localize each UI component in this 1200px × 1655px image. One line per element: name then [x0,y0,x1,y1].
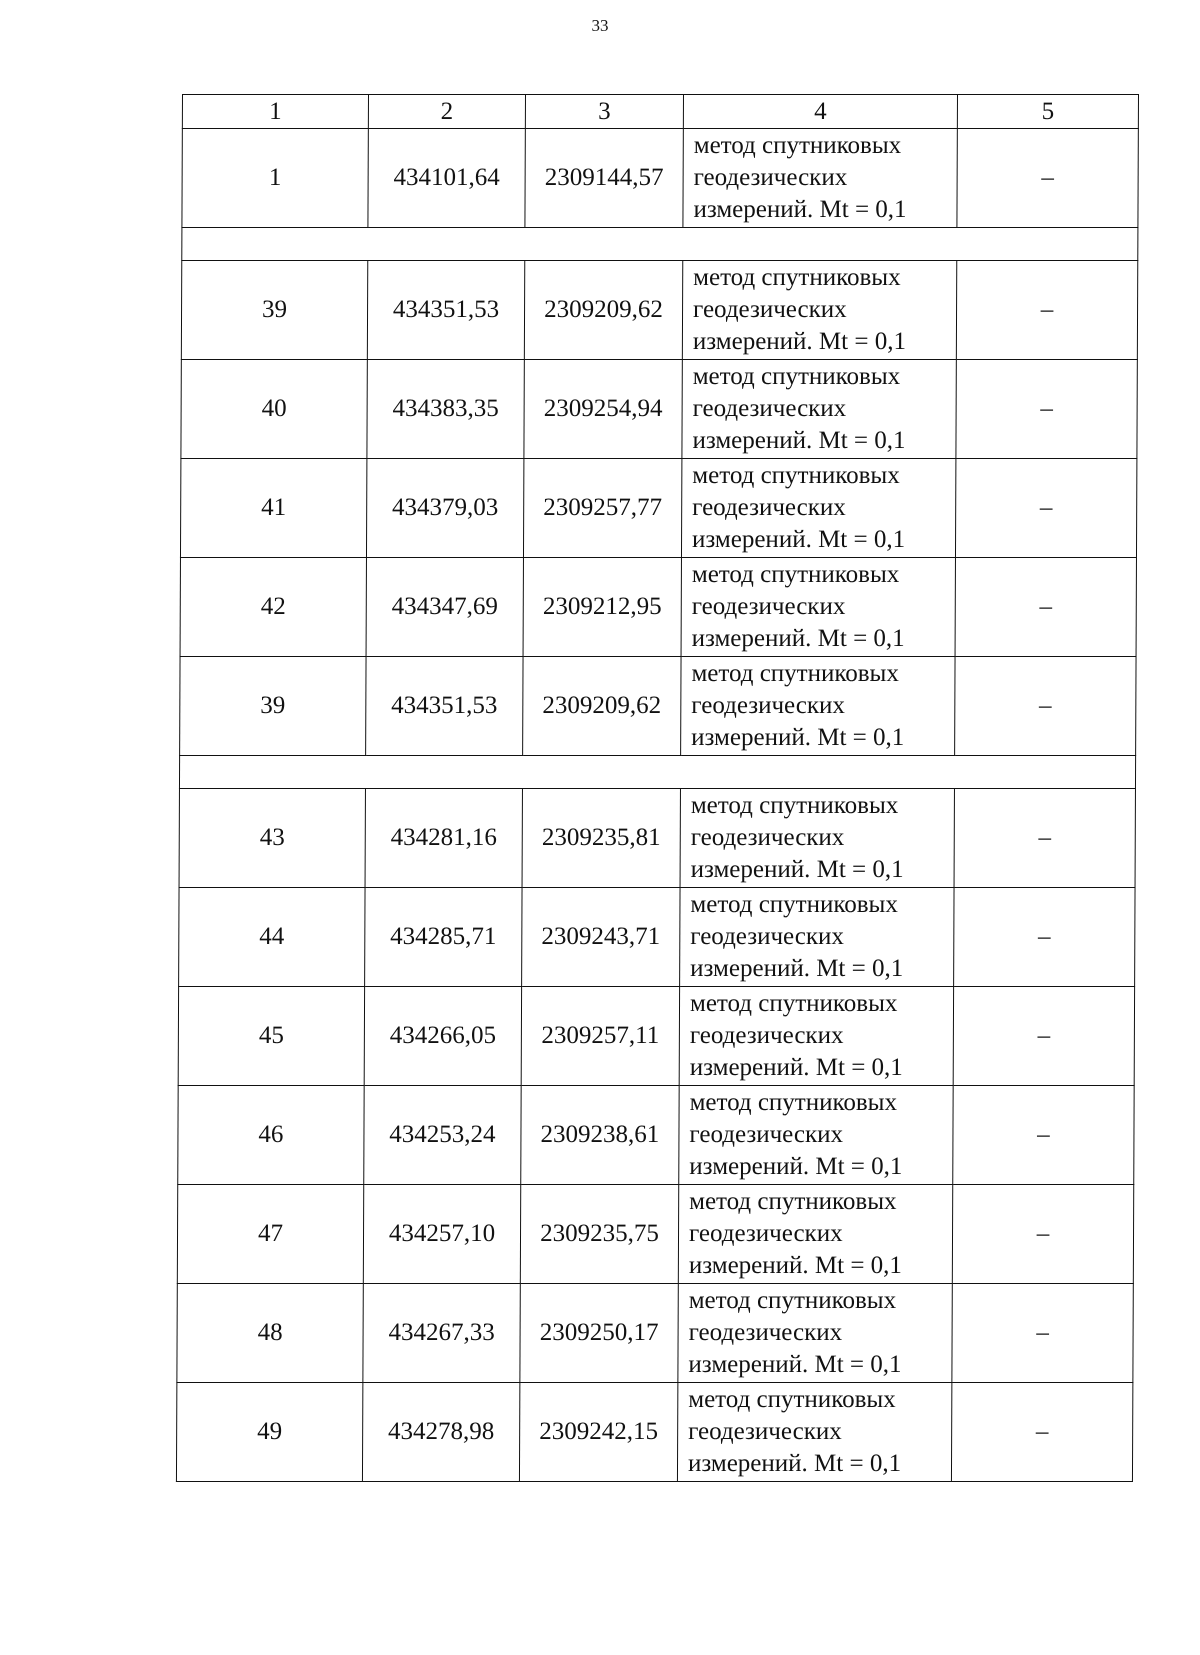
page-number: 33 [591,16,609,35]
method-cell [677,1383,951,1482]
method-cell [681,558,955,657]
note-cell: – [953,1086,1134,1185]
method-line: метод спутниковых [693,132,902,159]
x-coordinate-cell: 434379,03 [366,459,523,558]
point-number-cell: 1 [182,129,368,228]
point-number-cell: 45 [178,987,364,1086]
table-row [181,261,1137,360]
x-coordinate-cell: 434347,69 [366,558,523,657]
y-coordinate-cell: 2309209,62 [524,261,682,360]
y-coordinate-cell: 2309235,81 [522,789,680,888]
y-coordinate-cell: 2309243,71 [522,888,680,987]
table-row [180,558,1136,657]
note-cell: – [955,657,1136,756]
method-line: метод спутниковых [691,561,900,588]
method-cell [681,657,955,756]
x-coordinate-cell: 434267,33 [363,1284,520,1383]
method-line: метод спутниковых [691,660,899,687]
note-cell: – [954,888,1135,987]
method-line: геодезических [690,824,845,851]
method-line: измерений. Mt = 0,1 [692,427,906,454]
method-line: метод спутниковых [688,1386,896,1413]
method-line: геодезических [691,692,845,719]
note-cell: – [955,459,1136,558]
x-coordinate-cell: 434257,10 [363,1185,520,1284]
group-separator-row [179,756,1135,789]
method-cell [679,987,953,1086]
table-row [178,987,1134,1086]
x-coordinate-cell: 434383,35 [367,360,524,459]
y-coordinate-cell: 2309254,94 [524,360,682,459]
note-cell: – [951,1383,1132,1482]
method-line: измерений. Mt = 0,1 [691,724,905,751]
method-line: метод спутниковых [689,990,898,1017]
table-row [179,789,1135,888]
method-cell [678,1284,952,1383]
method-line: геодезических [692,494,846,521]
table-body [176,129,1138,1482]
method-cell [683,129,957,228]
note-cell: – [956,360,1137,459]
method-line: измерений. Mt = 0,1 [692,328,907,355]
method-line: геодезических [690,923,844,950]
method-line: геодезических [689,1121,844,1148]
table-row [177,1185,1133,1284]
group-separator-cell [179,756,1135,789]
table-row [180,657,1136,756]
method-line: измерений. Mt = 0,1 [689,1054,903,1081]
table-row [182,129,1138,228]
method-line: метод спутниковых [692,462,900,489]
method-line: метод спутниковых [693,264,901,291]
method-line: геодезических [692,395,847,422]
point-number-cell: 39 [181,261,367,360]
method-line: измерений. Mt = 0,1 [691,526,906,553]
method-line: геодезических [693,296,847,323]
point-number-cell: 47 [177,1185,363,1284]
x-coordinate-cell: 434281,16 [365,789,522,888]
point-number-cell: 40 [181,360,367,459]
coordinates-table [176,94,1139,1482]
method-cell [679,1086,953,1185]
note-cell: – [953,987,1134,1086]
method-line: геодезических [689,1022,844,1049]
point-number-cell: 39 [180,657,366,756]
y-coordinate-cell: 2309250,17 [520,1284,678,1383]
table-row [180,459,1136,558]
method-line: измерений. Mt = 0,1 [690,856,904,883]
method-cell [681,459,955,558]
column-header-5: 5 [957,95,1138,129]
y-coordinate-cell: 2309238,61 [521,1086,679,1185]
point-number-cell: 44 [179,888,365,987]
note-cell: – [954,789,1135,888]
method-cell [680,789,954,888]
x-coordinate-cell: 434266,05 [364,987,521,1086]
method-line: метод спутниковых [688,1287,897,1314]
method-line: геодезических [688,1220,843,1247]
method-line: измерений. Mt = 0,1 [687,1450,902,1477]
point-number-cell: 48 [177,1284,363,1383]
note-cell: – [955,558,1136,657]
method-line: измерений. Mt = 0,1 [690,955,904,982]
method-line: геодезических [693,164,848,191]
x-coordinate-cell: 434285,71 [365,888,522,987]
table-row [178,1086,1134,1185]
method-line: метод спутниковых [690,891,898,918]
column-header-4: 4 [683,95,957,129]
method-line: метод спутниковых [690,792,899,819]
method-cell [682,360,956,459]
table-row [181,360,1137,459]
point-number-cell: 43 [179,789,365,888]
x-coordinate-cell: 434253,24 [364,1086,521,1185]
column-header-1: 1 [182,95,368,129]
y-coordinate-cell: 2309257,11 [521,987,679,1086]
method-cell [682,261,956,360]
y-coordinate-cell: 2309257,77 [523,459,681,558]
y-coordinate-cell: 2309212,95 [523,558,681,657]
method-line: метод спутниковых [689,1188,897,1215]
column-header-3: 3 [525,95,683,129]
method-line: измерений. Mt = 0,1 [691,625,905,652]
x-coordinate-cell: 434351,53 [367,261,524,360]
method-line: геодезических [691,593,846,620]
group-separator-row [182,228,1138,261]
x-coordinate-cell: 434101,64 [368,129,525,228]
header-row [182,95,1138,129]
group-separator-cell [182,228,1138,261]
x-coordinate-cell: 434351,53 [366,657,523,756]
note-cell: – [957,129,1138,228]
x-coordinate-cell: 434278,98 [362,1383,519,1482]
point-number-cell: 49 [176,1383,362,1482]
method-line: геодезических [688,1418,842,1445]
method-line: измерений. Mt = 0,1 [688,1351,902,1378]
point-number-cell: 46 [178,1086,364,1185]
method-line: метод спутниковых [692,363,901,390]
method-line: измерений. Mt = 0,1 [689,1153,903,1180]
y-coordinate-cell: 2309235,75 [520,1185,678,1284]
point-number-cell: 41 [180,459,366,558]
method-line: измерений. Mt = 0,1 [688,1252,903,1279]
y-coordinate-cell: 2309242,15 [519,1383,677,1482]
note-cell: – [952,1284,1133,1383]
method-line: измерений. Mt = 0,1 [693,196,907,223]
method-line: метод спутниковых [689,1089,898,1116]
column-header-2: 2 [368,95,525,129]
point-number-cell: 42 [180,558,366,657]
method-cell [678,1185,952,1284]
note-cell: – [952,1185,1133,1284]
y-coordinate-cell: 2309209,62 [523,657,681,756]
y-coordinate-cell: 2309144,57 [525,129,683,228]
table-row [176,1383,1132,1482]
method-line: геодезических [688,1319,843,1346]
note-cell: – [956,261,1137,360]
table-row [179,888,1135,987]
table-row [177,1284,1133,1383]
method-cell [680,888,954,987]
